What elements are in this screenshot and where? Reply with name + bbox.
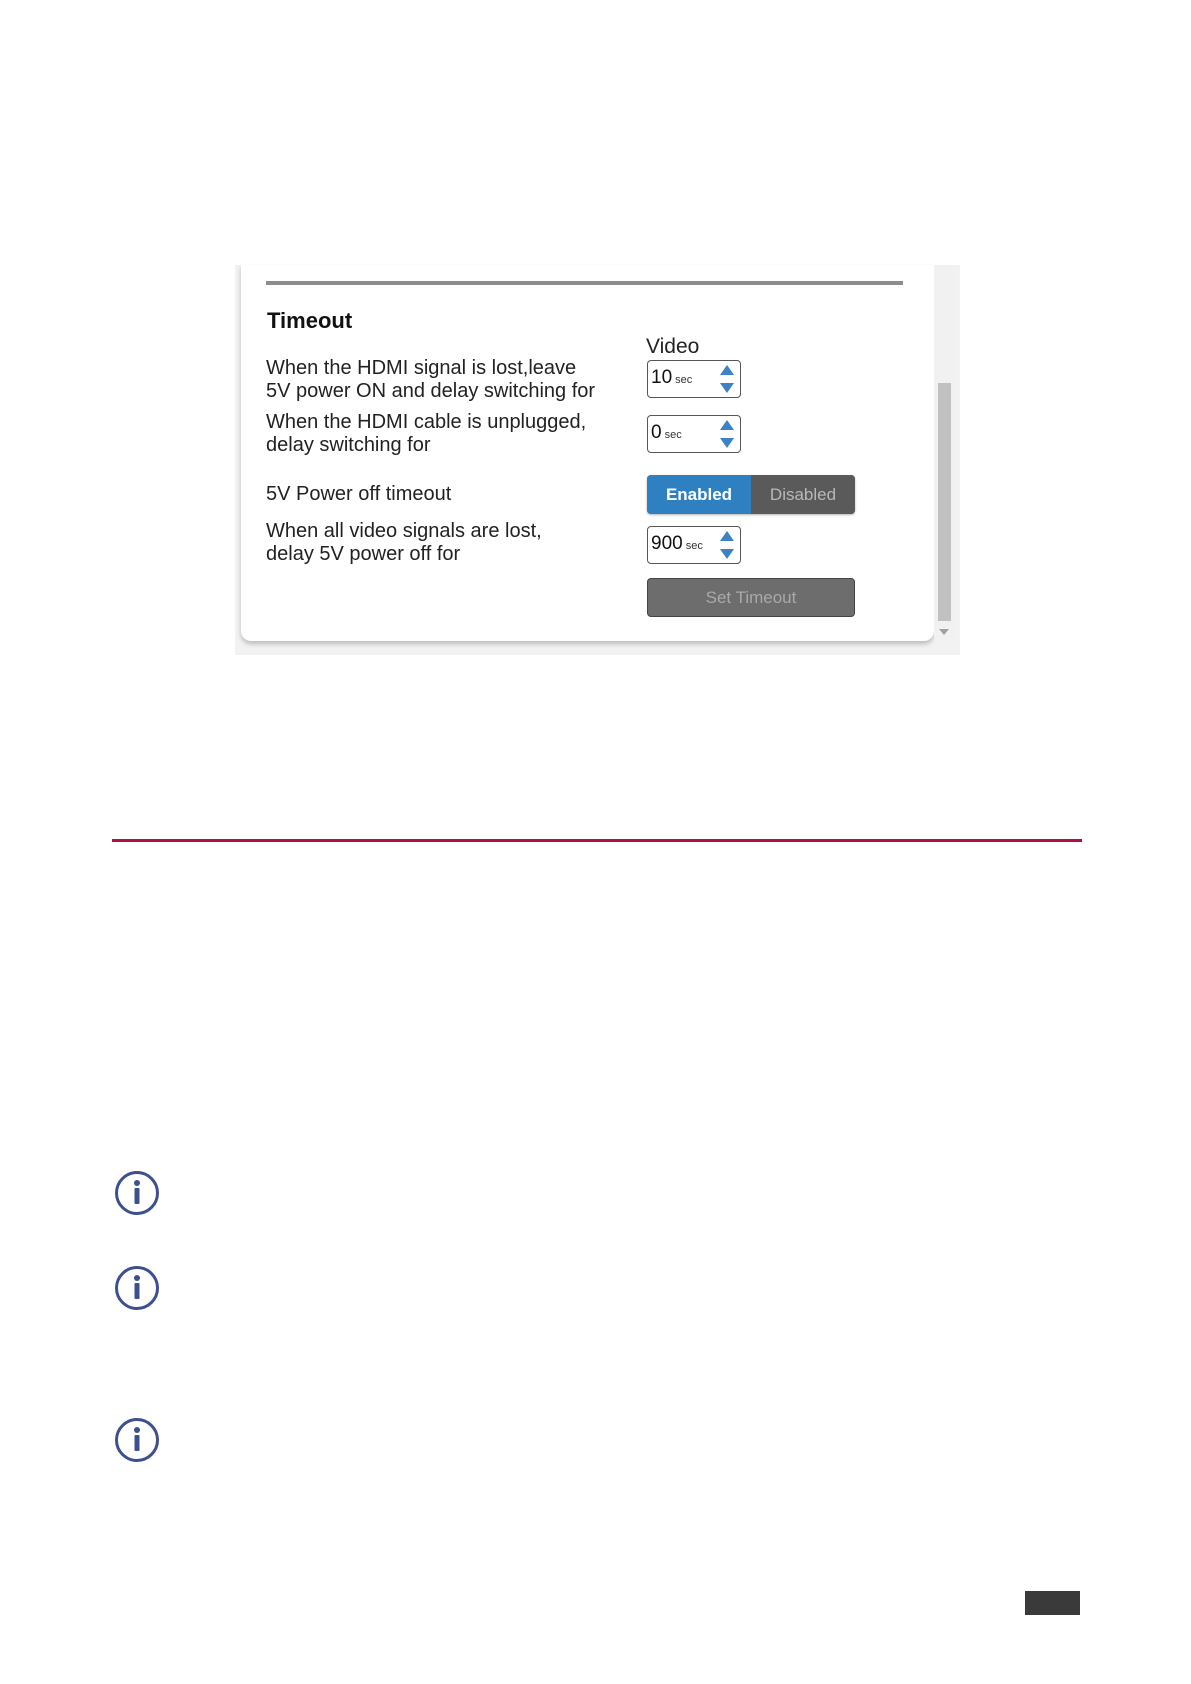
stepper-unit: sec [664, 429, 682, 441]
section-title: Timeout [267, 308, 353, 333]
video-column-header: Video [646, 335, 700, 358]
timeout-panel [241, 265, 934, 641]
toggle-disabled-option[interactable]: Disabled [751, 475, 855, 514]
hdmi-signal-lost-label: When the HDMI signal is lost,leave 5V power ON and delay switching for [266, 357, 596, 402]
stepper-unit: sec [685, 540, 703, 552]
stepper-value: 10 [651, 367, 673, 388]
hdmi-cable-unplugged-stepper[interactable] [647, 415, 741, 453]
video-signals-lost-label: When all video signals are lost, delay 5V power off for [266, 520, 542, 565]
info-icon [114, 1265, 160, 1311]
stepper-value: 900 [651, 533, 683, 554]
info-icon [114, 1417, 160, 1463]
scrollbar[interactable] [934, 265, 954, 641]
increment-arrow-icon[interactable] [720, 531, 734, 541]
info-icon [114, 1170, 160, 1216]
hdmi-cable-unplugged-label: When the HDMI cable is unplugged, delay switching for [266, 411, 587, 456]
power-off-timeout-label: 5V Power off timeout [266, 483, 452, 505]
scroll-down-arrow-icon[interactable] [939, 629, 949, 635]
hdmi-signal-lost-stepper[interactable] [647, 360, 741, 398]
increment-arrow-icon[interactable] [720, 420, 734, 430]
set-timeout-button[interactable]: Set Timeout [647, 578, 855, 617]
stepper-value: 0 [651, 422, 662, 443]
decrement-arrow-icon[interactable] [720, 383, 734, 393]
screenshot-frame [235, 265, 960, 655]
panel-divider [266, 281, 903, 285]
stepper-unit: sec [675, 374, 693, 386]
power-off-timeout-toggle[interactable] [647, 475, 855, 514]
page-number-tab [1025, 1591, 1080, 1615]
decrement-arrow-icon[interactable] [720, 549, 734, 559]
scrollbar-thumb[interactable] [938, 383, 951, 621]
toggle-enabled-option[interactable]: Enabled [647, 475, 751, 514]
video-signals-lost-stepper[interactable] [647, 526, 741, 564]
decrement-arrow-icon[interactable] [720, 438, 734, 448]
increment-arrow-icon[interactable] [720, 365, 734, 375]
section-divider [112, 839, 1082, 842]
